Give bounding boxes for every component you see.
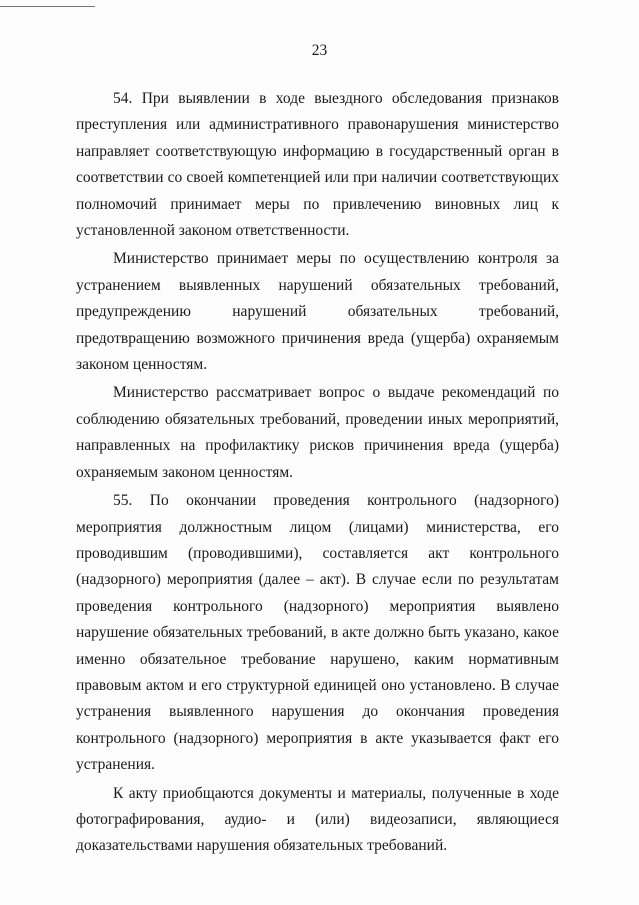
paragraph-control-measures: Министерство принимает меры по осуществлению контроля за устранением выявленных нарушений обязательных требований, предупреждению нарушений обязательных требований, предотвращению возможного причинения вреда (ущерба) охраняемым законом ценностям. xyxy=(76,250,559,374)
paragraph-recommendations: Министерство рассматривает вопрос о выдаче рекомендаций по соблюдению обязательных требований, проведении иных мероприятий, направленных на профилактику рисков причинения вреда (ущерба) охраняемым законом ценностям. xyxy=(76,384,559,481)
paragraph-54: 54. При выявлении в ходе выездного обследования признаков преступления или административного правонарушения министерство направляет соответствующую информацию в государственный орган в соответствии со своей компетенцией или при наличии соответствующих полномочий принимает меры по привлечению виновных лиц к установленной законом ответственности. xyxy=(76,90,559,240)
paragraph-55: 55. По окончании проведения контрольного (надзорного) мероприятия должностным лицом (лицами) министерства, его проводившим (проводившими), составляется акт контрольного (надзорного) мероприятия (далее – акт). В случае если по результатам проведения контрольного (надзорного) мероприятия выявлено нарушение обязательных требований, в акте должно быть указано, какое именно обязательное требование нарушено, каким нормативным правовым актом и его структурной единицей оно установлено. В случае устранения выявленного нарушения до окончания проведения контрольного (надзорного) мероприятия в акте указывается факт его устранения. xyxy=(76,492,559,774)
scan-edge-line xyxy=(0,6,95,7)
paragraph-attachments: К акту приобщаются документы и материалы, полученные в ходе фотографирования, аудио- и (или) видеозаписи, являющиеся доказательствами нарушения обязательных требований. xyxy=(76,784,559,855)
page-number: 23 xyxy=(311,42,328,59)
document-body xyxy=(76,86,559,860)
